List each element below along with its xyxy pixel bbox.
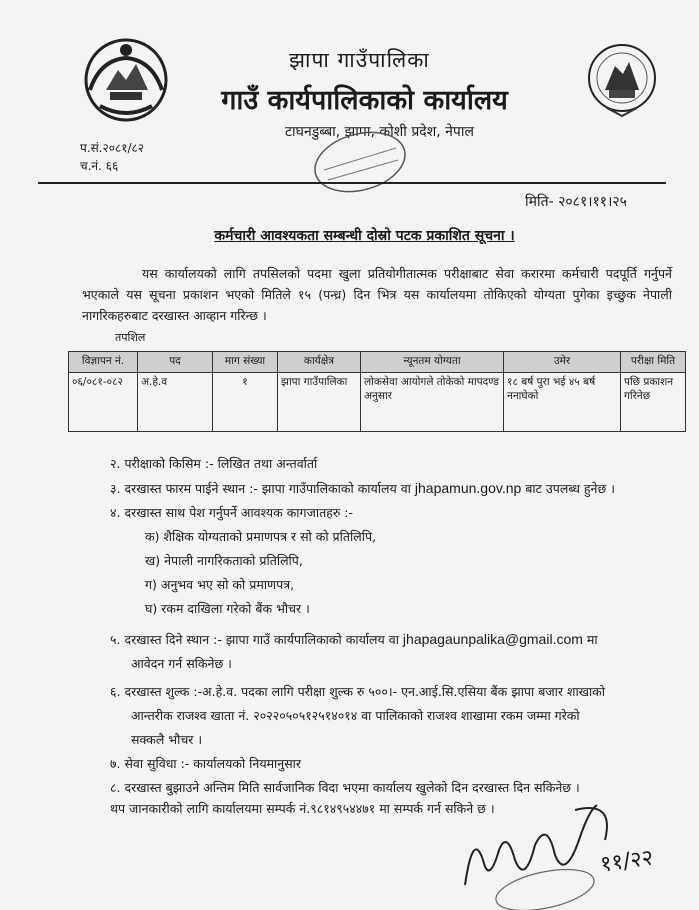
header-min-qualification: न्यूनतम योग्यता xyxy=(361,352,504,373)
doc-citizenship: ख) नेपाली नागरिकताको प्रतिलिपि, xyxy=(145,553,303,568)
cell-min-qualification: लोकसेवा आयोगले तोकेको मापदण्ड अनुसार xyxy=(361,373,504,432)
letter-reference-number: प.सं.२०८१/८२ xyxy=(80,141,145,155)
vacancy-table xyxy=(68,351,686,432)
doc-bank-voucher: घ) रकम दाखिला गरेको बैंक भौचर । xyxy=(145,601,310,616)
cell-post: अ.हे.व xyxy=(138,373,213,432)
header-post: पद xyxy=(138,352,213,373)
contact-info: थप जानकारीको लागि कार्यालयमा सम्पर्क नं.९८१४९५४४७१ मा सम्पर्क गर्न सकिने छ । xyxy=(110,801,495,816)
table-row xyxy=(69,373,686,432)
item-application-fee-cont2: सक्कलै भौचर । xyxy=(131,732,203,747)
item-deadline: ८. दरखास्त बुझाउने अन्तिम मिति सार्वजानिक विदा भएमा कार्यालय खुलेको दिन दरखास्त दिन सकिनेछ । xyxy=(110,780,580,795)
office-stamp-icon xyxy=(310,130,410,195)
cell-work-area: झापा गाउँपालिका xyxy=(278,373,361,432)
item-required-documents: ४. दरखास्त साथ पेश गर्नुपर्ने आवश्यक कागजातहरु :- xyxy=(110,505,354,520)
item-benefits: ७. सेवा सुविधा :- कार्यालयको नियमानुसार xyxy=(110,756,302,771)
office-title: गाउँ कार्यपालिकाको कार्यालय xyxy=(221,85,508,116)
header-divider xyxy=(38,182,666,184)
dispatch-number: च.नं. ६६ xyxy=(80,159,119,173)
doc-experience: ग) अनुभव भए सो को प्रमाणपत्र, xyxy=(145,577,295,592)
cell-exam-date: पछि प्रकाशन गरिनेछ xyxy=(621,373,686,432)
notice-date: मिति- २०८१।११।२५ xyxy=(525,194,627,210)
notice-items-list xyxy=(110,452,670,800)
header-exam-date: परीक्षा मिति xyxy=(621,352,686,373)
item-exam-type: २. परीक्षाको किसिम :- लिखित तथा अन्तर्वार्ता xyxy=(110,456,318,471)
table-header-row xyxy=(69,352,686,373)
cell-demand-count: १ xyxy=(213,373,278,432)
header-demand-count: माग संख्या xyxy=(213,352,278,373)
office-address: टाघनडुब्बा, झापा, कोशी प्रदेश, नेपाल xyxy=(285,124,474,140)
item-form-location: ३. दरखास्त फारम पाईने स्थान :- झापा गाउँपालिकाको कार्यालय वा jhapamun.gov.np बाट उपलब्ध हुनेछ । xyxy=(110,480,615,496)
item-application-fee-cont1: आन्तरीक राजश्व खाता नं. २०२२०५०५१२५१४०१४ वा पालिकाको राजश्व शाखामा रकम जम्मा गरेको xyxy=(131,708,580,723)
header-ad-no: विज्ञापन नं. xyxy=(69,352,138,373)
cell-age: १८ बर्ष पुरा भई ४५ बर्ष ननाघेको xyxy=(504,373,621,432)
notice-subject: कर्मचारी आवश्यकता सम्बन्धी दोस्रो पटक प्रकाशित सूचना । xyxy=(214,228,515,244)
header-age: उमेर xyxy=(504,352,621,373)
municipality-name: झापा गाउँपालिका xyxy=(289,48,430,72)
item-application-fee: ६. दरखास्त शुल्क :-अ.हे.व. पदका लागि परीक्षा शुल्क रु ५००।- एन.आई.सि.एसिया बैंक झापा बजार शाखाको xyxy=(110,684,606,699)
item-submission-location: ५. दरखास्त दिने स्थान :- झापा गाउँ कार्यपालिकाको कार्यालय वा jhapagaunpalika@gmail.com मा xyxy=(110,631,598,647)
header-work-area: कार्यक्षेत्र xyxy=(278,352,361,373)
cell-ad-no: ०६/०८१-०८२ xyxy=(69,373,138,432)
email-link[interactable]: jhapagaunpalika@gmail.com xyxy=(402,631,583,647)
doc-academic-certificate: क) शैक्षिक योग्यताको प्रमाणपत्र र सो को प्रतिलिपि, xyxy=(145,529,377,544)
signature-date: ११/२२ xyxy=(598,845,655,878)
website-link[interactable]: jhapamun.gov.np xyxy=(414,480,522,496)
intro-paragraph: यस कार्यालयको लागि तपसिलको पदमा खुला प्रतियोगीतात्मक परीक्षाबाट सेवा करारमा कर्मचारी पदपूर्ति गर्नुपर्ने भएकाले यस सूचना प्रकाशन भएको मितिले १५ (पन्ध्र) दिन भित्र यस कार्यालयमा तोकिएको योग्यता पुगेका इच्छुक नेपाली नागरिकहरुबाट दरखास्त आव्हान गरिन्छ । xyxy=(82,266,672,323)
table-caption: तपशिल xyxy=(115,331,146,344)
item-submission-location-cont: आवेदन गर्न सकिनेछ । xyxy=(131,656,232,671)
